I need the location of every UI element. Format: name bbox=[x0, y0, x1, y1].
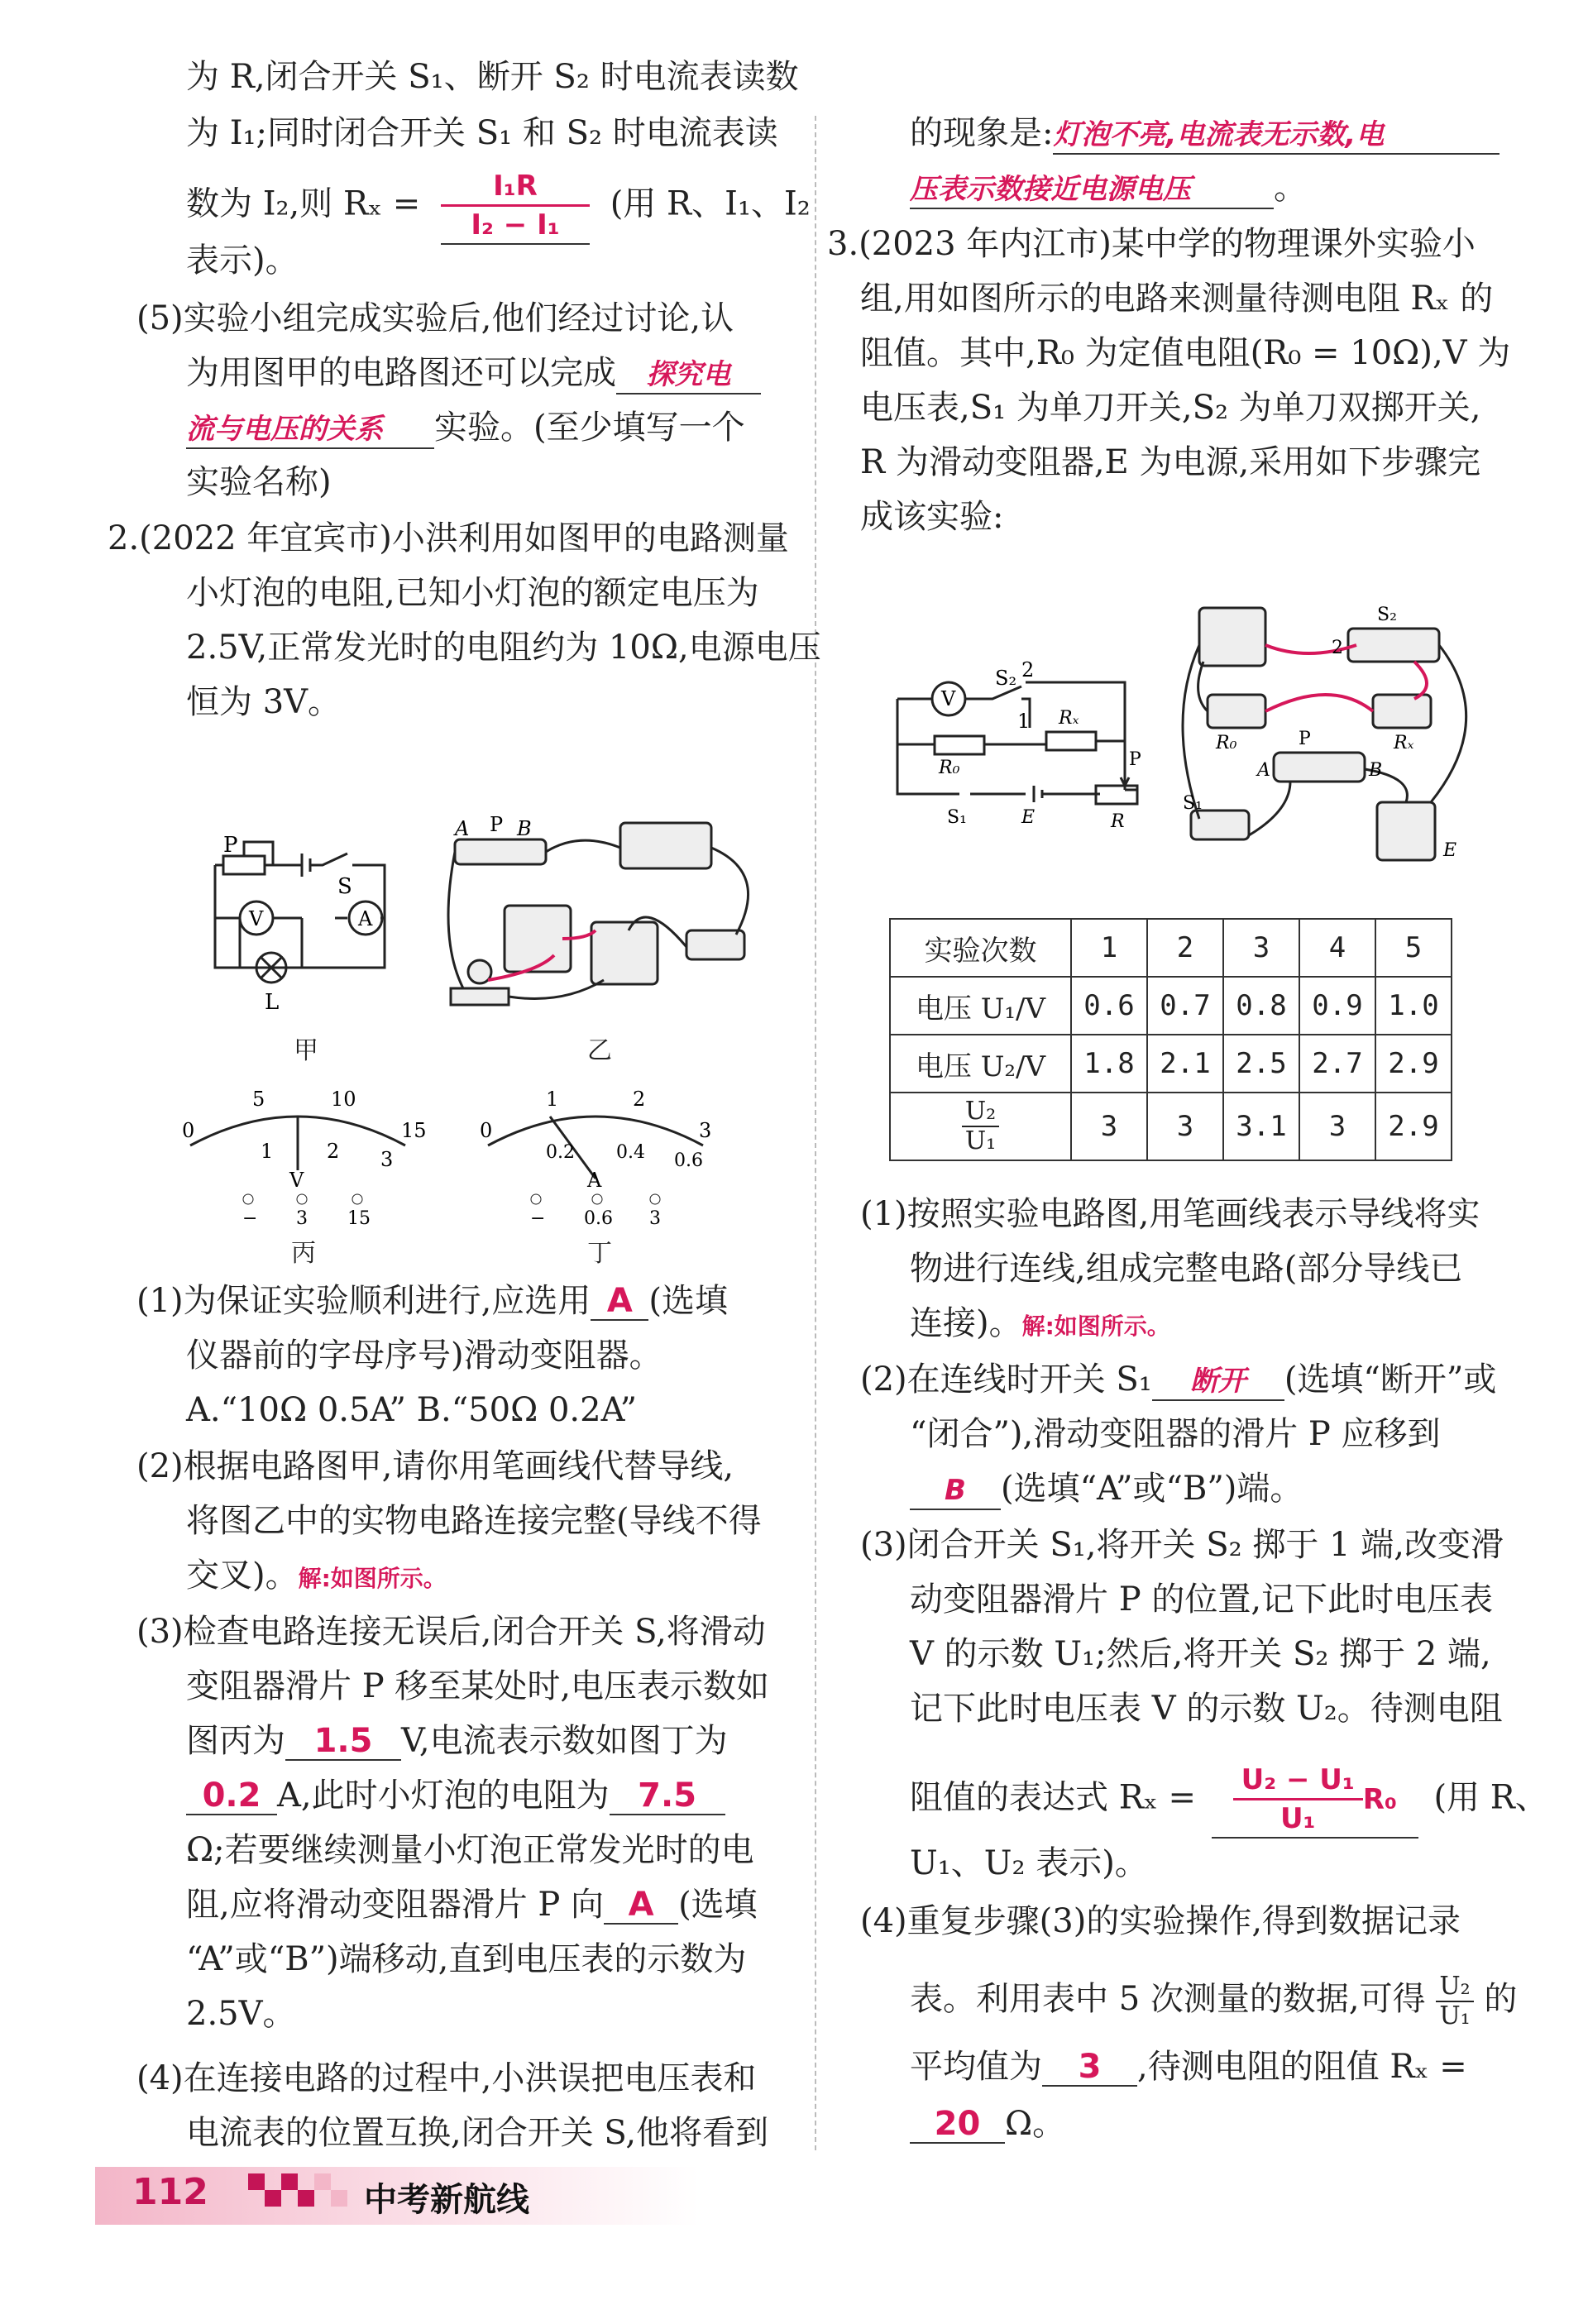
table-cell: 4 bbox=[1299, 919, 1375, 977]
text-line: Ω;若要继续测量小灯泡正常发光时的电 bbox=[186, 1831, 754, 1869]
text-line: B (选填“A”或“B”)端。 bbox=[910, 1470, 1303, 1510]
answer-blank: A bbox=[604, 1886, 678, 1925]
label-B: B bbox=[1369, 760, 1383, 781]
text-line: 将图乙中的实物电路连接完整(导线不得 bbox=[186, 1502, 762, 1540]
voltmeter-device bbox=[1199, 608, 1265, 666]
table-cell: 0.7 bbox=[1147, 977, 1223, 1035]
label-B-end: B bbox=[517, 817, 532, 840]
a-scale-3: 3 bbox=[699, 1119, 712, 1142]
bulb-base bbox=[451, 988, 509, 1005]
table-cell: 5 bbox=[1375, 919, 1452, 977]
text-line: 为 R,闭合开关 S₁、断开 S₂ 时电流表读数 bbox=[186, 58, 799, 96]
caption-bing: 丙 bbox=[291, 1239, 316, 1268]
text-line: 表示)。 bbox=[186, 241, 299, 280]
text-line: 流与电压的关系 实验。(至少填写一个 bbox=[186, 409, 745, 449]
table-cell: 2 bbox=[1147, 919, 1223, 977]
table-cell: 1.8 bbox=[1071, 1035, 1147, 1093]
text-line: 平均值为 3 ,待测电阻的阻值 Rₓ = bbox=[910, 2048, 1467, 2086]
answer-rx-fraction: $\frac{\text{U₂ − U₁}}{\text{U₁}}$ R₀ bbox=[1212, 1762, 1418, 1839]
question-1: (1)按照实验电路图,用笔画线表示导线将实 bbox=[860, 1195, 1480, 1233]
text-line: 物进行连线,组成完整电路(部分导线已 bbox=[910, 1250, 1463, 1288]
a-scale-02: 0.2 bbox=[546, 1142, 575, 1163]
rx-resistor bbox=[1373, 695, 1431, 728]
options-line: A.“10Ω 0.5A” B.“50Ω 0.2A” bbox=[186, 1391, 638, 1429]
a-term-06: 0.6 bbox=[584, 1208, 613, 1228]
physical-circuit-yi bbox=[438, 815, 769, 1021]
label-A-end: A bbox=[455, 817, 470, 840]
a-scale-04: 0.4 bbox=[616, 1142, 645, 1163]
answer-blank: 3 bbox=[1042, 2049, 1137, 2087]
answer-note: 解:如图所示。 bbox=[1021, 1313, 1170, 1340]
ammeter-dial-ding bbox=[463, 1071, 744, 1228]
answer-wire bbox=[1265, 695, 1373, 711]
table-cell: 0.6 bbox=[1071, 977, 1147, 1035]
text-line: 图丙为 1.5 V,电流表示数如图丁为 bbox=[186, 1722, 728, 1760]
v-term-neg: − bbox=[242, 1208, 258, 1228]
caption-ding: 丁 bbox=[587, 1239, 612, 1268]
table-row bbox=[890, 1035, 1452, 1093]
label-P: P bbox=[490, 815, 504, 836]
question-4: (4)在连接电路的过程中,小洪误把电压表和 bbox=[136, 2059, 757, 2097]
label-Rx: Rₓ bbox=[1059, 708, 1079, 729]
table-cell: 1 bbox=[1071, 919, 1147, 977]
answer-blank: 压表示数接近电源电压 bbox=[910, 171, 1274, 209]
v-term-3: 3 bbox=[296, 1208, 308, 1228]
switch-device bbox=[686, 930, 744, 959]
circuit-diagram-jia bbox=[190, 835, 405, 1017]
problem-3: 3.(2023 年内江市)某中学的物理课外实验小 bbox=[827, 225, 1476, 263]
answer-blank: 探究电 bbox=[616, 356, 761, 395]
answer-rx-fraction: $\frac{\text{I₁R}}{\text{I₂ − I₁}}$ bbox=[441, 168, 590, 245]
label-E: E bbox=[1443, 840, 1457, 861]
question-3: (3)闭合开关 S₁,将开关 S₂ 掷于 1 端,改变滑 bbox=[860, 1526, 1504, 1564]
answer-blank: 断开 bbox=[1152, 1363, 1284, 1401]
question-5: (5)实验小组完成实验后,他们经过讨论,认 bbox=[136, 299, 734, 337]
a-scale-0: 0 bbox=[480, 1119, 493, 1142]
label-E: E bbox=[1021, 807, 1036, 828]
table-cell: 实验次数 bbox=[890, 919, 1071, 977]
answer-wire bbox=[1414, 662, 1427, 699]
answer-blank: 流与电压的关系 bbox=[186, 411, 434, 449]
v-scale-2: 2 bbox=[327, 1140, 340, 1163]
caption-yi: 乙 bbox=[587, 1036, 612, 1065]
v-scale-15: 15 bbox=[401, 1119, 427, 1142]
label-A: A bbox=[1257, 760, 1270, 781]
answer-blank: 7.5 bbox=[610, 1777, 725, 1815]
v-scale-1: 1 bbox=[261, 1140, 274, 1163]
text-line: 0.2 A,此时小灯泡的电阻为 7.5 bbox=[186, 1776, 725, 1815]
text-line: 为用图甲的电路图还可以完成 探究电 bbox=[186, 354, 761, 395]
a-scale-1: 1 bbox=[546, 1088, 559, 1111]
table-cell: 0.9 bbox=[1299, 977, 1375, 1035]
text-line: 电流表的位置互换,闭合开关 S,他将看到 bbox=[186, 2114, 769, 2152]
table-cell: $\frac{\text{U₂}}{\text{U₁}}$ bbox=[890, 1093, 1071, 1160]
table-cell: 3 bbox=[1299, 1093, 1375, 1160]
answer-blank: 灯泡不亮,电流表无示数,电 bbox=[1053, 117, 1500, 155]
label-R: R bbox=[1111, 811, 1125, 832]
label-L: L bbox=[265, 990, 280, 1015]
text-line: 表。利用表中 5 次测量的数据,可得 $\frac{\text{U₂}}{\text{U₁}}$ 的 bbox=[910, 1972, 1518, 2030]
label-2: 2 bbox=[1332, 638, 1343, 658]
text-line: 组,用如图所示的电路来测量待测电阻 Rₓ 的 bbox=[860, 280, 1494, 318]
label-P: P bbox=[1299, 729, 1311, 749]
formula-line: 阻值的表达式 Rₓ = $\frac{\text{U₂ − U₁}}{\text{U₁}}$ R₀ (用 R、 bbox=[910, 1762, 1548, 1839]
v-label: V bbox=[289, 1169, 304, 1192]
v-term-15: 15 bbox=[347, 1208, 371, 1228]
table-cell: 2.1 bbox=[1147, 1035, 1223, 1093]
answer-blank: A bbox=[591, 1283, 648, 1321]
label-S2: S₂ bbox=[995, 667, 1017, 690]
label-S1: S₁ bbox=[1183, 793, 1203, 814]
table-row bbox=[890, 919, 1452, 977]
a-scale-06: 0.6 bbox=[674, 1150, 703, 1171]
label-R0: R₀ bbox=[939, 758, 960, 778]
text-line: U₁、U₂ 表示)。 bbox=[910, 1844, 1148, 1882]
text-line: 成该实验: bbox=[860, 498, 1004, 536]
text-line: 实验名称) bbox=[186, 463, 332, 501]
table-row bbox=[890, 1093, 1452, 1160]
voltmeter-V: V bbox=[941, 687, 956, 710]
rheostat-symbol bbox=[223, 856, 265, 874]
text-line: 为 I₁;同时闭合开关 S₁ 和 S₂ 时电流表读 bbox=[186, 114, 778, 152]
text-line: 小灯泡的电阻,已知小灯泡的额定电压为 bbox=[186, 574, 759, 612]
voltmeter-V: V bbox=[249, 907, 264, 930]
question-4: (4)重复步骤(3)的实验操作,得到数据记录 bbox=[860, 1902, 1461, 1940]
caption-jia: 甲 bbox=[294, 1036, 318, 1065]
table-cell: 2.9 bbox=[1375, 1035, 1452, 1093]
text-line: 电压表,S₁ 为单刀开关,S₂ 为单刀双掷开关, bbox=[860, 389, 1481, 427]
table-cell: 2.9 bbox=[1375, 1093, 1452, 1160]
slider-arrow bbox=[244, 842, 273, 865]
label-R0: R₀ bbox=[1216, 733, 1237, 753]
answer-blank: 20 bbox=[910, 2106, 1005, 2144]
text-line: 变阻器滑片 P 移至某处时,电压表示数如 bbox=[186, 1667, 770, 1705]
column-divider bbox=[815, 116, 816, 2150]
r0-resistor bbox=[1208, 695, 1265, 728]
answer-blank: 1.5 bbox=[285, 1723, 401, 1761]
question-3: (3)检查电路连接无误后,闭合开关 S,将滑动 bbox=[136, 1613, 766, 1651]
s2-switch bbox=[1348, 629, 1439, 662]
a-label: A bbox=[587, 1169, 602, 1192]
voltmeter-dial-bing bbox=[165, 1071, 447, 1228]
answer-note: 解:如图所示。 bbox=[298, 1565, 447, 1592]
label-2: 2 bbox=[1021, 658, 1035, 681]
answer-blank: 0.2 bbox=[186, 1777, 277, 1815]
problem-2: 2.(2022 年宜宾市)小洪利用如图甲的电路测量 bbox=[108, 519, 789, 557]
voltmeter-device bbox=[505, 906, 571, 972]
table-cell: 3.1 bbox=[1223, 1093, 1299, 1160]
text-line: 恒为 3V。 bbox=[186, 683, 342, 721]
question-1: (1)为保证实验顺利进行,应选用 A (选填 bbox=[136, 1282, 728, 1320]
text-line: 记下此时电压表 V 的示数 U₂。待测电阻 bbox=[910, 1690, 1503, 1728]
text-line: V 的示数 U₁;然后,将开关 S₂ 掷于 2 端, bbox=[910, 1635, 1491, 1673]
brand-title: 中考新航线 bbox=[364, 2181, 529, 2219]
rheostat bbox=[1274, 753, 1365, 782]
battery bbox=[1377, 802, 1435, 860]
table-cell: 1.0 bbox=[1375, 977, 1452, 1035]
v-scale-0: 0 bbox=[182, 1119, 195, 1142]
table-cell: 电压 U₂/V bbox=[890, 1035, 1071, 1093]
table-cell: 电压 U₁/V bbox=[890, 977, 1071, 1035]
s1-switch bbox=[1191, 811, 1249, 839]
text-line: 动变阻器滑片 P 的位置,记下此时电压表 bbox=[910, 1580, 1494, 1619]
page-number: 112 bbox=[132, 2171, 208, 2213]
question-2: (2)在连线时开关 S₁ 断开 (选填“断开”或 bbox=[860, 1360, 1496, 1401]
v-scale-10: 10 bbox=[331, 1088, 356, 1111]
table-cell: 0.8 bbox=[1223, 977, 1299, 1035]
table-cell: 3 bbox=[1071, 1093, 1147, 1160]
label-1: 1 bbox=[1017, 710, 1031, 733]
label-S: S bbox=[337, 874, 352, 899]
v-scale-3: 3 bbox=[380, 1148, 394, 1171]
a-term-neg: − bbox=[530, 1208, 546, 1228]
text-line: R 为滑动变阻器,E 为电源,采用如下步骤完 bbox=[860, 443, 1481, 481]
ammeter-A: A bbox=[358, 907, 373, 930]
power-supply bbox=[620, 823, 711, 868]
label-P: P bbox=[223, 835, 238, 858]
text-line: 的现象是:灯泡不亮,电流表无示数,电 bbox=[910, 114, 1500, 155]
circuit-diagram-p3 bbox=[889, 653, 1154, 844]
text-line: 连接)。解:如图所示。 bbox=[910, 1304, 1170, 1342]
text-line: 20 Ω。 bbox=[910, 2105, 1065, 2144]
text-line: 仪器前的字母序号)滑动变阻器。 bbox=[186, 1337, 662, 1375]
table-cell: 2.7 bbox=[1299, 1035, 1375, 1093]
rheostat bbox=[455, 839, 546, 864]
label-P: P bbox=[1129, 749, 1141, 770]
label-S1: S₁ bbox=[947, 807, 967, 828]
text-line: 交叉)。解:如图所示。 bbox=[186, 1557, 447, 1595]
question-2: (2)根据电路图甲,请你用笔画线代替导线, bbox=[136, 1447, 734, 1485]
table-cell: 3 bbox=[1223, 919, 1299, 977]
ammeter-device bbox=[591, 922, 658, 984]
text-line: 2.5V,正常发光时的电阻约为 10Ω,电源电压 bbox=[186, 629, 821, 667]
text-line: “A”或“B”)端移动,直到电压表的示数为 bbox=[186, 1940, 747, 1978]
text-line: 阻,应将滑动变阻器滑片 P 向 A (选填 bbox=[186, 1886, 758, 1924]
text-line: 压表示数接近电源电压 。 bbox=[910, 169, 1307, 209]
a-term-3: 3 bbox=[649, 1208, 661, 1228]
answer-blank: B bbox=[910, 1472, 1001, 1510]
label-Rx: Rₓ bbox=[1394, 733, 1414, 753]
text-line: 阻值。其中,R₀ 为定值电阻(R₀ = 10Ω),V 为 bbox=[860, 334, 1511, 372]
bulb bbox=[468, 960, 491, 983]
v-scale-5: 5 bbox=[252, 1088, 265, 1111]
physical-circuit-p3 bbox=[1166, 595, 1514, 877]
data-table bbox=[889, 918, 1452, 1161]
table-cell: 3 bbox=[1147, 1093, 1223, 1160]
table-cell: 2.5 bbox=[1223, 1035, 1299, 1093]
text-line: 2.5V。 bbox=[186, 1995, 296, 2033]
label-S2: S₂ bbox=[1377, 605, 1397, 625]
a-scale-2: 2 bbox=[633, 1088, 646, 1111]
formula-line: 数为 I₂,则 Rₓ = $\frac{\text{I₁R}}{\text{I₂ − I₁}}$ (用 R、I₁、I₂ bbox=[186, 168, 811, 245]
text-line: “闭合”),滑动变阻器的滑片 P 应移到 bbox=[910, 1415, 1441, 1453]
table-row bbox=[890, 977, 1452, 1035]
checker-decoration-icon bbox=[248, 2173, 347, 2220]
